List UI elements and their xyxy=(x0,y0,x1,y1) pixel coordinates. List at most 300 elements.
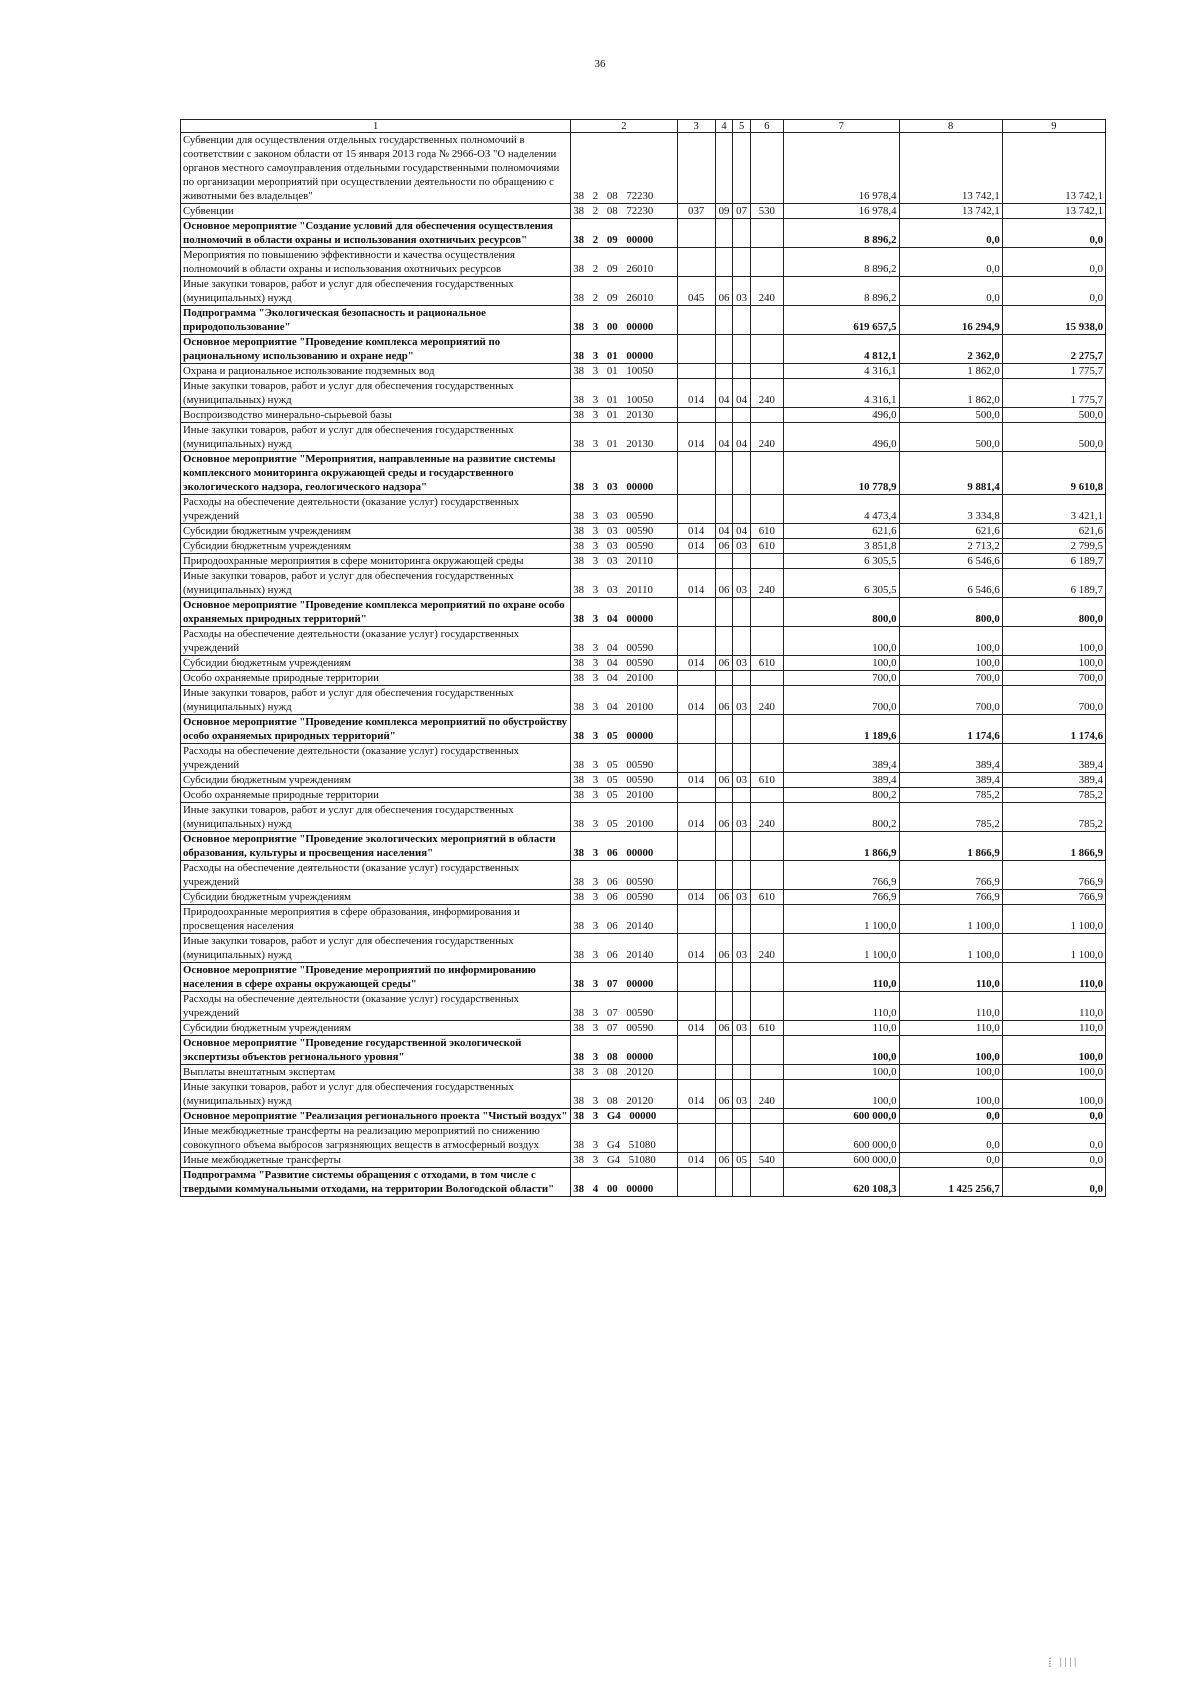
subsection-code-cell: 04 xyxy=(733,524,751,539)
amount-col8-cell: 13 742,1 xyxy=(899,204,1002,219)
target-code-cell: 38 2 08 72230 xyxy=(571,133,677,204)
row-name-cell: Подпрограмма "Экологическая безопасность и рациональное природопользование" xyxy=(181,306,571,335)
ministry-code-cell: 014 xyxy=(677,569,715,598)
amount-col7-cell: 1 100,0 xyxy=(783,934,899,963)
amount-col8-cell: 100,0 xyxy=(899,1036,1002,1065)
amount-col8-cell: 500,0 xyxy=(899,423,1002,452)
table-row xyxy=(181,1065,1106,1080)
section-code-cell xyxy=(715,744,733,773)
amount-col9-cell: 500,0 xyxy=(1002,423,1105,452)
target-code-cell: 38 3 08 20120 xyxy=(571,1065,677,1080)
subsection-code-cell xyxy=(733,452,751,495)
target-code-cell: 38 3 04 20100 xyxy=(571,686,677,715)
row-name-cell: Иные закупки товаров, работ и услуг для обеспечения государственных (муниципальных) нужд xyxy=(181,1080,571,1109)
section-code-cell: 06 xyxy=(715,1021,733,1036)
ministry-code-cell xyxy=(677,715,715,744)
table-row xyxy=(181,832,1106,861)
table-row xyxy=(181,861,1106,890)
table-row xyxy=(181,803,1106,832)
amount-col7-cell: 8 896,2 xyxy=(783,219,899,248)
row-name-cell: Субсидии бюджетным учреждениям xyxy=(181,1021,571,1036)
section-code-cell xyxy=(715,832,733,861)
subsection-code-cell xyxy=(733,495,751,524)
ministry-code-cell xyxy=(677,788,715,803)
amount-col8-cell: 766,9 xyxy=(899,861,1002,890)
table-row xyxy=(181,992,1106,1021)
row-name-cell: Субвенции xyxy=(181,204,571,219)
amount-col9-cell: 1 775,7 xyxy=(1002,379,1105,408)
target-code-cell: 38 3 05 00590 xyxy=(571,773,677,788)
subsection-code-cell: 03 xyxy=(733,890,751,905)
amount-col9-cell: 0,0 xyxy=(1002,277,1105,306)
ministry-code-cell: 014 xyxy=(677,1080,715,1109)
target-code-cell: 38 2 09 26010 xyxy=(571,277,677,306)
ministry-code-cell xyxy=(677,861,715,890)
row-name-cell: Расходы на обеспечение деятельности (оказание услуг) государственных учреждений xyxy=(181,627,571,656)
amount-col7-cell: 110,0 xyxy=(783,992,899,1021)
ministry-code-cell xyxy=(677,364,715,379)
target-code-cell: 38 3 03 20110 xyxy=(571,554,677,569)
section-code-cell: 06 xyxy=(715,686,733,715)
amount-col9-cell: 0,0 xyxy=(1002,1168,1105,1197)
row-name-cell: Охрана и рациональное использование подземных вод xyxy=(181,364,571,379)
ministry-code-cell: 014 xyxy=(677,890,715,905)
expense-type-cell xyxy=(750,671,783,686)
expense-type-cell: 240 xyxy=(750,803,783,832)
expense-type-cell: 610 xyxy=(750,773,783,788)
target-code-cell: 38 3 04 20100 xyxy=(571,671,677,686)
ministry-code-cell xyxy=(677,963,715,992)
subsection-code-cell xyxy=(733,992,751,1021)
row-name-cell: Расходы на обеспечение деятельности (оказание услуг) государственных учреждений xyxy=(181,992,571,1021)
expense-type-cell: 610 xyxy=(750,539,783,554)
amount-col9-cell: 100,0 xyxy=(1002,1080,1105,1109)
table-row xyxy=(181,408,1106,423)
target-code-cell: 38 3 05 00000 xyxy=(571,715,677,744)
table-row xyxy=(181,277,1106,306)
amount-col8-cell: 16 294,9 xyxy=(899,306,1002,335)
section-code-cell xyxy=(715,219,733,248)
row-name-cell: Субсидии бюджетным учреждениям xyxy=(181,524,571,539)
subsection-code-cell xyxy=(733,1168,751,1197)
amount-col8-cell: 700,0 xyxy=(899,671,1002,686)
expense-type-cell xyxy=(750,452,783,495)
subsection-code-cell xyxy=(733,1065,751,1080)
expense-type-cell xyxy=(750,627,783,656)
amount-col9-cell: 621,6 xyxy=(1002,524,1105,539)
row-name-cell: Основное мероприятие "Реализация регионального проекта "Чистый воздух" xyxy=(181,1109,571,1124)
subsection-code-cell xyxy=(733,219,751,248)
target-code-cell: 38 3 07 00590 xyxy=(571,1021,677,1036)
ministry-code-cell xyxy=(677,554,715,569)
row-name-cell: Субвенции для осуществления отдельных государственных полномочий в соответствии с законом области от 15 января 2013 года № 2966-ОЗ "О наделении органов местного самоуправления отдельными государственными полномочиями по организации мероприятий при осуществлении деятельности по обращению с животными без владельцев" xyxy=(181,133,571,204)
target-code-cell: 38 3 06 20140 xyxy=(571,905,677,934)
amount-col7-cell: 1 189,6 xyxy=(783,715,899,744)
row-name-cell: Выплаты внештатным экспертам xyxy=(181,1065,571,1080)
subsection-code-cell: 03 xyxy=(733,277,751,306)
subsection-code-cell xyxy=(733,133,751,204)
expense-type-cell: 610 xyxy=(750,890,783,905)
amount-col7-cell: 800,0 xyxy=(783,598,899,627)
section-code-cell xyxy=(715,1036,733,1065)
header-row xyxy=(181,120,1106,133)
section-code-cell xyxy=(715,306,733,335)
subsection-code-cell xyxy=(733,1109,751,1124)
subsection-code-cell xyxy=(733,554,751,569)
table-row xyxy=(181,598,1106,627)
section-code-cell xyxy=(715,554,733,569)
amount-col8-cell: 1 425 256,7 xyxy=(899,1168,1002,1197)
ministry-code-cell xyxy=(677,905,715,934)
subsection-code-cell: 03 xyxy=(733,569,751,598)
table-row xyxy=(181,1080,1106,1109)
target-code-cell: 38 3 03 00590 xyxy=(571,524,677,539)
expense-type-cell xyxy=(750,788,783,803)
amount-col9-cell: 15 938,0 xyxy=(1002,306,1105,335)
amount-col9-cell: 13 742,1 xyxy=(1002,204,1105,219)
section-code-cell xyxy=(715,905,733,934)
row-name-cell: Иные закупки товаров, работ и услуг для обеспечения государственных (муниципальных) нужд xyxy=(181,569,571,598)
expense-type-cell xyxy=(750,832,783,861)
amount-col7-cell: 600 000,0 xyxy=(783,1124,899,1153)
section-code-cell xyxy=(715,1065,733,1080)
ministry-code-cell xyxy=(677,495,715,524)
section-code-cell: 06 xyxy=(715,773,733,788)
column-header: 5 xyxy=(733,120,751,133)
section-code-cell xyxy=(715,1168,733,1197)
amount-col8-cell: 2 713,2 xyxy=(899,539,1002,554)
amount-col8-cell: 3 334,8 xyxy=(899,495,1002,524)
amount-col7-cell: 8 896,2 xyxy=(783,277,899,306)
section-code-cell xyxy=(715,335,733,364)
subsection-code-cell xyxy=(733,1036,751,1065)
subsection-code-cell xyxy=(733,861,751,890)
amount-col7-cell: 100,0 xyxy=(783,627,899,656)
section-code-cell: 06 xyxy=(715,569,733,598)
target-code-cell: 38 3 01 00000 xyxy=(571,335,677,364)
amount-col8-cell: 110,0 xyxy=(899,992,1002,1021)
ministry-code-cell xyxy=(677,671,715,686)
target-code-cell: 38 3 08 00000 xyxy=(571,1036,677,1065)
amount-col8-cell: 100,0 xyxy=(899,1065,1002,1080)
amount-col7-cell: 100,0 xyxy=(783,656,899,671)
amount-col8-cell: 0,0 xyxy=(899,248,1002,277)
target-code-cell: 38 3 08 20120 xyxy=(571,1080,677,1109)
amount-col9-cell: 100,0 xyxy=(1002,1065,1105,1080)
expense-type-cell: 610 xyxy=(750,524,783,539)
section-code-cell xyxy=(715,627,733,656)
table-row xyxy=(181,554,1106,569)
amount-col8-cell: 500,0 xyxy=(899,408,1002,423)
row-name-cell: Природоохранные мероприятия в сфере образования, информирования и просвещения населения xyxy=(181,905,571,934)
ministry-code-cell xyxy=(677,1065,715,1080)
subsection-code-cell xyxy=(733,671,751,686)
amount-col9-cell: 1 100,0 xyxy=(1002,934,1105,963)
column-header: 1 xyxy=(181,120,571,133)
target-code-cell: 38 3 03 00590 xyxy=(571,495,677,524)
expense-type-cell xyxy=(750,408,783,423)
subsection-code-cell xyxy=(733,248,751,277)
expense-type-cell: 240 xyxy=(750,277,783,306)
expense-type-cell: 610 xyxy=(750,1021,783,1036)
amount-col8-cell: 1 174,6 xyxy=(899,715,1002,744)
amount-col9-cell: 766,9 xyxy=(1002,890,1105,905)
amount-col8-cell: 9 881,4 xyxy=(899,452,1002,495)
amount-col9-cell: 700,0 xyxy=(1002,671,1105,686)
row-name-cell: Основное мероприятие "Проведение мероприятий по информированию населения в сфере охраны окружающей среды" xyxy=(181,963,571,992)
row-name-cell: Подпрограмма "Развитие системы обращения с отходами, в том числе с твердыми коммунальными отходами, на территории Вологодской области" xyxy=(181,1168,571,1197)
subsection-code-cell: 03 xyxy=(733,539,751,554)
table-row xyxy=(181,905,1106,934)
table-row xyxy=(181,744,1106,773)
table-row xyxy=(181,686,1106,715)
expense-type-cell: 240 xyxy=(750,423,783,452)
subsection-code-cell xyxy=(733,408,751,423)
table-row xyxy=(181,379,1106,408)
expense-type-cell: 240 xyxy=(750,569,783,598)
expense-type-cell: 530 xyxy=(750,204,783,219)
amount-col7-cell: 389,4 xyxy=(783,744,899,773)
subsection-code-cell: 03 xyxy=(733,1021,751,1036)
amount-col8-cell: 785,2 xyxy=(899,803,1002,832)
section-code-cell: 06 xyxy=(715,656,733,671)
section-code-cell xyxy=(715,1109,733,1124)
amount-col9-cell: 700,0 xyxy=(1002,686,1105,715)
target-code-cell: 38 3 04 00590 xyxy=(571,627,677,656)
expense-type-cell xyxy=(750,715,783,744)
amount-col7-cell: 110,0 xyxy=(783,963,899,992)
column-header: 4 xyxy=(715,120,733,133)
target-code-cell: 38 3 06 00000 xyxy=(571,832,677,861)
amount-col9-cell: 389,4 xyxy=(1002,773,1105,788)
amount-col7-cell: 16 978,4 xyxy=(783,204,899,219)
amount-col9-cell: 1 100,0 xyxy=(1002,905,1105,934)
amount-col9-cell: 0,0 xyxy=(1002,219,1105,248)
amount-col7-cell: 100,0 xyxy=(783,1065,899,1080)
amount-col9-cell: 100,0 xyxy=(1002,656,1105,671)
amount-col7-cell: 800,2 xyxy=(783,803,899,832)
amount-col9-cell: 13 742,1 xyxy=(1002,133,1105,204)
row-name-cell: Мероприятия по повышению эффективности и качества осуществления полномочий в области охраны и использования охотничьих ресурсов xyxy=(181,248,571,277)
amount-col9-cell: 6 189,7 xyxy=(1002,554,1105,569)
target-code-cell: 38 3 05 00590 xyxy=(571,744,677,773)
table-row xyxy=(181,219,1106,248)
amount-col7-cell: 10 778,9 xyxy=(783,452,899,495)
table-row xyxy=(181,1036,1106,1065)
table-row xyxy=(181,133,1106,204)
ministry-code-cell xyxy=(677,452,715,495)
ministry-code-cell xyxy=(677,219,715,248)
section-code-cell: 06 xyxy=(715,934,733,963)
subsection-code-cell xyxy=(733,598,751,627)
amount-col9-cell: 785,2 xyxy=(1002,803,1105,832)
target-code-cell: 38 3 04 00590 xyxy=(571,656,677,671)
amount-col9-cell: 1 866,9 xyxy=(1002,832,1105,861)
target-code-cell: 38 3 03 00590 xyxy=(571,539,677,554)
table-row xyxy=(181,306,1106,335)
amount-col9-cell: 1 775,7 xyxy=(1002,364,1105,379)
ministry-code-cell xyxy=(677,133,715,204)
target-code-cell: 38 3 07 00000 xyxy=(571,963,677,992)
ministry-code-cell xyxy=(677,1124,715,1153)
amount-col7-cell: 100,0 xyxy=(783,1080,899,1109)
amount-col7-cell: 100,0 xyxy=(783,1036,899,1065)
subsection-code-cell xyxy=(733,1124,751,1153)
ministry-code-cell: 014 xyxy=(677,423,715,452)
subsection-code-cell xyxy=(733,832,751,861)
amount-col8-cell: 0,0 xyxy=(899,219,1002,248)
row-name-cell: Основное мероприятие "Проведение комплекса мероприятий по охране особо охраняемых природных территорий" xyxy=(181,598,571,627)
row-name-cell: Расходы на обеспечение деятельности (оказание услуг) государственных учреждений xyxy=(181,744,571,773)
expense-type-cell xyxy=(750,744,783,773)
amount-col9-cell: 389,4 xyxy=(1002,744,1105,773)
row-name-cell: Особо охраняемые природные территории xyxy=(181,671,571,686)
table-row xyxy=(181,671,1106,686)
row-name-cell: Природоохранные мероприятия в сфере мониторинга окружающей среды xyxy=(181,554,571,569)
amount-col7-cell: 4 473,4 xyxy=(783,495,899,524)
table-row xyxy=(181,1109,1106,1124)
target-code-cell: 38 3 01 20130 xyxy=(571,408,677,423)
row-name-cell: Основное мероприятие "Проведение комплекса мероприятий по рациональному использованию и охране недр" xyxy=(181,335,571,364)
amount-col7-cell: 766,9 xyxy=(783,861,899,890)
row-name-cell: Иные закупки товаров, работ и услуг для обеспечения государственных (муниципальных) нужд xyxy=(181,934,571,963)
target-code-cell: 38 2 09 26010 xyxy=(571,248,677,277)
subsection-code-cell xyxy=(733,306,751,335)
row-name-cell: Субсидии бюджетным учреждениям xyxy=(181,539,571,554)
amount-col7-cell: 620 108,3 xyxy=(783,1168,899,1197)
section-code-cell: 06 xyxy=(715,890,733,905)
table-row xyxy=(181,656,1106,671)
amount-col9-cell: 1 174,6 xyxy=(1002,715,1105,744)
subsection-code-cell xyxy=(733,364,751,379)
expense-type-cell xyxy=(750,1109,783,1124)
table-row xyxy=(181,963,1106,992)
table-row xyxy=(181,204,1106,219)
amount-col8-cell: 110,0 xyxy=(899,963,1002,992)
ministry-code-cell: 014 xyxy=(677,1153,715,1168)
target-code-cell: 38 3 05 20100 xyxy=(571,788,677,803)
section-code-cell xyxy=(715,963,733,992)
expense-type-cell: 540 xyxy=(750,1153,783,1168)
section-code-cell xyxy=(715,1124,733,1153)
ministry-code-cell xyxy=(677,408,715,423)
row-name-cell: Субсидии бюджетным учреждениям xyxy=(181,890,571,905)
section-code-cell xyxy=(715,133,733,204)
expense-type-cell xyxy=(750,1124,783,1153)
target-code-cell: 38 2 09 00000 xyxy=(571,219,677,248)
target-code-cell: 38 3 G4 00000 xyxy=(571,1109,677,1124)
amount-col8-cell: 389,4 xyxy=(899,773,1002,788)
amount-col8-cell: 6 546,6 xyxy=(899,569,1002,598)
column-header: 3 xyxy=(677,120,715,133)
expense-type-cell xyxy=(750,364,783,379)
subsection-code-cell: 03 xyxy=(733,656,751,671)
ministry-code-cell: 037 xyxy=(677,204,715,219)
expense-type-cell xyxy=(750,219,783,248)
amount-col9-cell: 0,0 xyxy=(1002,1109,1105,1124)
ministry-code-cell xyxy=(677,1036,715,1065)
table-row xyxy=(181,715,1106,744)
section-code-cell: 04 xyxy=(715,379,733,408)
table-row xyxy=(181,1153,1106,1168)
target-code-cell: 38 3 06 20140 xyxy=(571,934,677,963)
amount-col9-cell: 766,9 xyxy=(1002,861,1105,890)
amount-col7-cell: 4 316,1 xyxy=(783,379,899,408)
amount-col7-cell: 700,0 xyxy=(783,686,899,715)
ministry-code-cell: 014 xyxy=(677,379,715,408)
column-header: 8 xyxy=(899,120,1002,133)
target-code-cell: 38 3 00 00000 xyxy=(571,306,677,335)
ministry-code-cell: 014 xyxy=(677,773,715,788)
table-row xyxy=(181,539,1106,554)
amount-col7-cell: 800,2 xyxy=(783,788,899,803)
section-code-cell: 04 xyxy=(715,423,733,452)
subsection-code-cell xyxy=(733,788,751,803)
expense-type-cell: 240 xyxy=(750,686,783,715)
table-row xyxy=(181,335,1106,364)
row-name-cell: Иные закупки товаров, работ и услуг для обеспечения государственных (муниципальных) нужд xyxy=(181,277,571,306)
amount-col8-cell: 1 862,0 xyxy=(899,379,1002,408)
subsection-code-cell: 03 xyxy=(733,803,751,832)
expense-type-cell xyxy=(750,1168,783,1197)
amount-col7-cell: 6 305,5 xyxy=(783,569,899,598)
subsection-code-cell: 03 xyxy=(733,686,751,715)
subsection-code-cell: 07 xyxy=(733,204,751,219)
expense-type-cell: 610 xyxy=(750,656,783,671)
table-row xyxy=(181,569,1106,598)
section-code-cell: 09 xyxy=(715,204,733,219)
amount-col8-cell: 110,0 xyxy=(899,1021,1002,1036)
row-name-cell: Иные закупки товаров, работ и услуг для обеспечения государственных (муниципальных) нужд xyxy=(181,686,571,715)
section-code-cell xyxy=(715,495,733,524)
ministry-code-cell: 045 xyxy=(677,277,715,306)
expense-type-cell xyxy=(750,1065,783,1080)
amount-col9-cell: 110,0 xyxy=(1002,963,1105,992)
subsection-code-cell: 04 xyxy=(733,379,751,408)
row-name-cell: Расходы на обеспечение деятельности (оказание услуг) государственных учреждений xyxy=(181,861,571,890)
page-number: 36 xyxy=(594,58,606,70)
subsection-code-cell xyxy=(733,627,751,656)
row-name-cell: Иные межбюджетные трансферты на реализацию мероприятий по снижению совокупного объема выбросов загрязняющих веществ в атмосферный воздух xyxy=(181,1124,571,1153)
ministry-code-cell xyxy=(677,335,715,364)
column-header: 2 xyxy=(571,120,677,133)
row-name-cell: Субсидии бюджетным учреждениям xyxy=(181,656,571,671)
row-name-cell: Иные закупки товаров, работ и услуг для обеспечения государственных (муниципальных) нужд xyxy=(181,379,571,408)
amount-col9-cell: 500,0 xyxy=(1002,408,1105,423)
ministry-code-cell: 014 xyxy=(677,1021,715,1036)
target-code-cell: 38 3 03 20110 xyxy=(571,569,677,598)
amount-col9-cell: 2 275,7 xyxy=(1002,335,1105,364)
amount-col9-cell: 100,0 xyxy=(1002,627,1105,656)
section-code-cell xyxy=(715,598,733,627)
subsection-code-cell: 03 xyxy=(733,934,751,963)
row-name-cell: Основное мероприятие "Проведение комплекса мероприятий по обустройству особо охраняемых природных территорий" xyxy=(181,715,571,744)
table-row xyxy=(181,890,1106,905)
ministry-code-cell: 014 xyxy=(677,539,715,554)
section-code-cell: 04 xyxy=(715,524,733,539)
amount-col8-cell: 0,0 xyxy=(899,277,1002,306)
section-code-cell xyxy=(715,992,733,1021)
expense-type-cell xyxy=(750,963,783,992)
target-code-cell: 38 3 01 10050 xyxy=(571,379,677,408)
amount-col7-cell: 496,0 xyxy=(783,423,899,452)
expense-type-cell xyxy=(750,992,783,1021)
amount-col8-cell: 13 742,1 xyxy=(899,133,1002,204)
section-code-cell xyxy=(715,364,733,379)
subsection-code-cell: 03 xyxy=(733,773,751,788)
amount-col9-cell: 0,0 xyxy=(1002,248,1105,277)
ministry-code-cell xyxy=(677,598,715,627)
